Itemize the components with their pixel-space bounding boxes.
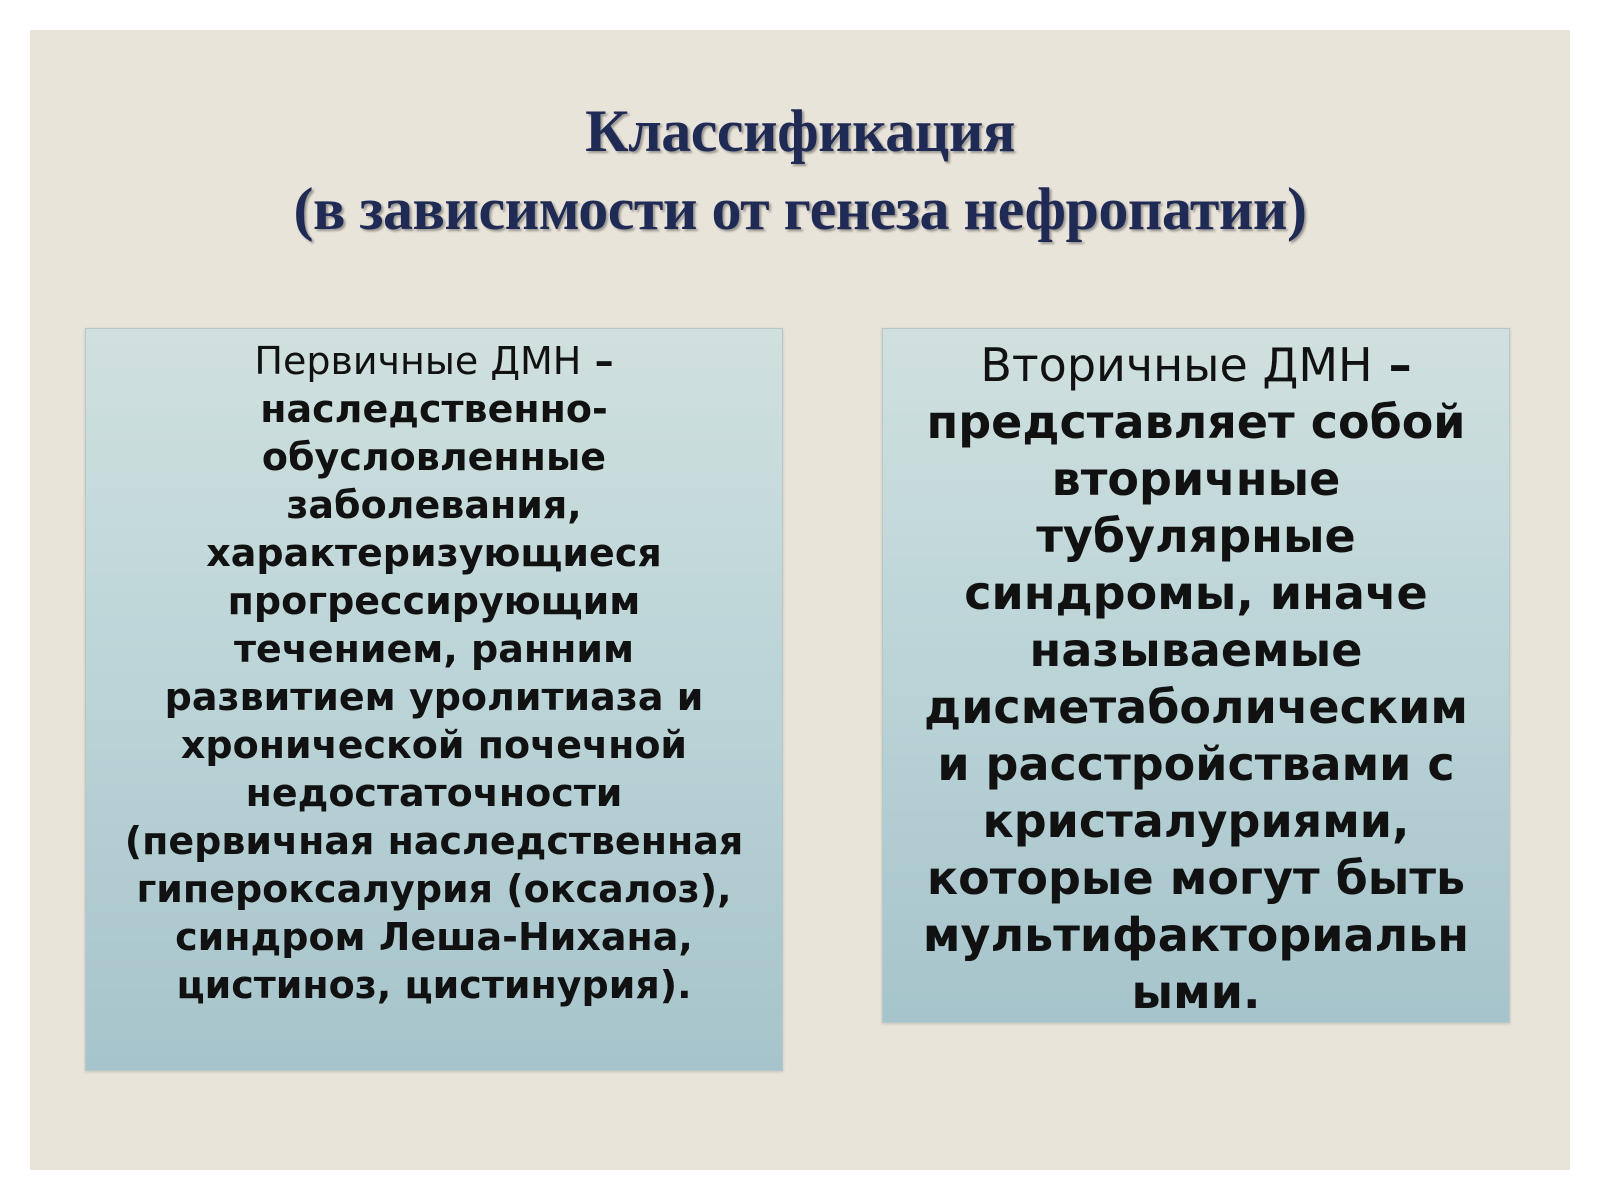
primary-dmn-lead: Первичные ДМН xyxy=(254,339,582,383)
primary-dmn-line: характеризующиеся xyxy=(206,531,662,575)
secondary-dmn-heading xyxy=(891,337,1501,394)
secondary-dmn-line: мультифакториальн xyxy=(922,908,1470,962)
secondary-dmn-line: называемые xyxy=(1029,623,1363,677)
slide-title xyxy=(30,92,1570,248)
slide-title-line-2: (в зависимости от генеза нефропатии) xyxy=(293,176,1307,242)
primary-dmn-line: течением, ранним xyxy=(233,627,635,671)
primary-dmn-line: хронической почечной xyxy=(180,723,688,767)
primary-dmn-line: гипероксалурия (оксалоз), xyxy=(136,867,732,911)
secondary-dmn-line: которые могут быть xyxy=(926,851,1466,905)
secondary-dmn-line: представляет собой xyxy=(926,395,1466,449)
secondary-dmn-dash: – xyxy=(1372,338,1412,392)
secondary-dmn-line: дисметаболическим xyxy=(924,680,1468,734)
primary-dmn-line: наследственно- xyxy=(260,387,608,431)
secondary-dmn-line: вторичные xyxy=(1051,452,1341,506)
slide-title-line-1: Классификация xyxy=(585,98,1015,164)
secondary-dmn-line: кристалуриями, xyxy=(982,794,1410,848)
secondary-dmn-line: синдромы, иначе xyxy=(964,566,1428,620)
primary-dmn-line: заболевания, xyxy=(286,483,582,527)
primary-dmn-line: синдром Леша-Нихана, xyxy=(175,915,693,959)
primary-dmn-box xyxy=(85,328,783,1071)
primary-dmn-line: развитием уролитиаза и xyxy=(164,675,704,719)
primary-dmn-heading xyxy=(96,337,772,385)
primary-dmn-line: цистиноз, цистинурия). xyxy=(176,963,692,1007)
secondary-dmn-line: ыми. xyxy=(1131,965,1261,1019)
primary-dmn-line: (первичная наследственная xyxy=(124,819,744,863)
secondary-dmn-line: и расстройствами с xyxy=(937,737,1455,791)
slide xyxy=(30,30,1570,1170)
secondary-dmn-box xyxy=(882,328,1510,1023)
primary-dmn-line: недостаточности xyxy=(245,771,623,815)
primary-dmn-line: обусловленные xyxy=(261,435,607,479)
secondary-dmn-lead: Вторичные ДМН xyxy=(980,338,1373,392)
primary-dmn-dash: – xyxy=(581,339,614,383)
secondary-dmn-line: тубулярные xyxy=(1036,509,1356,563)
primary-dmn-line: прогрессирующим xyxy=(227,579,641,623)
